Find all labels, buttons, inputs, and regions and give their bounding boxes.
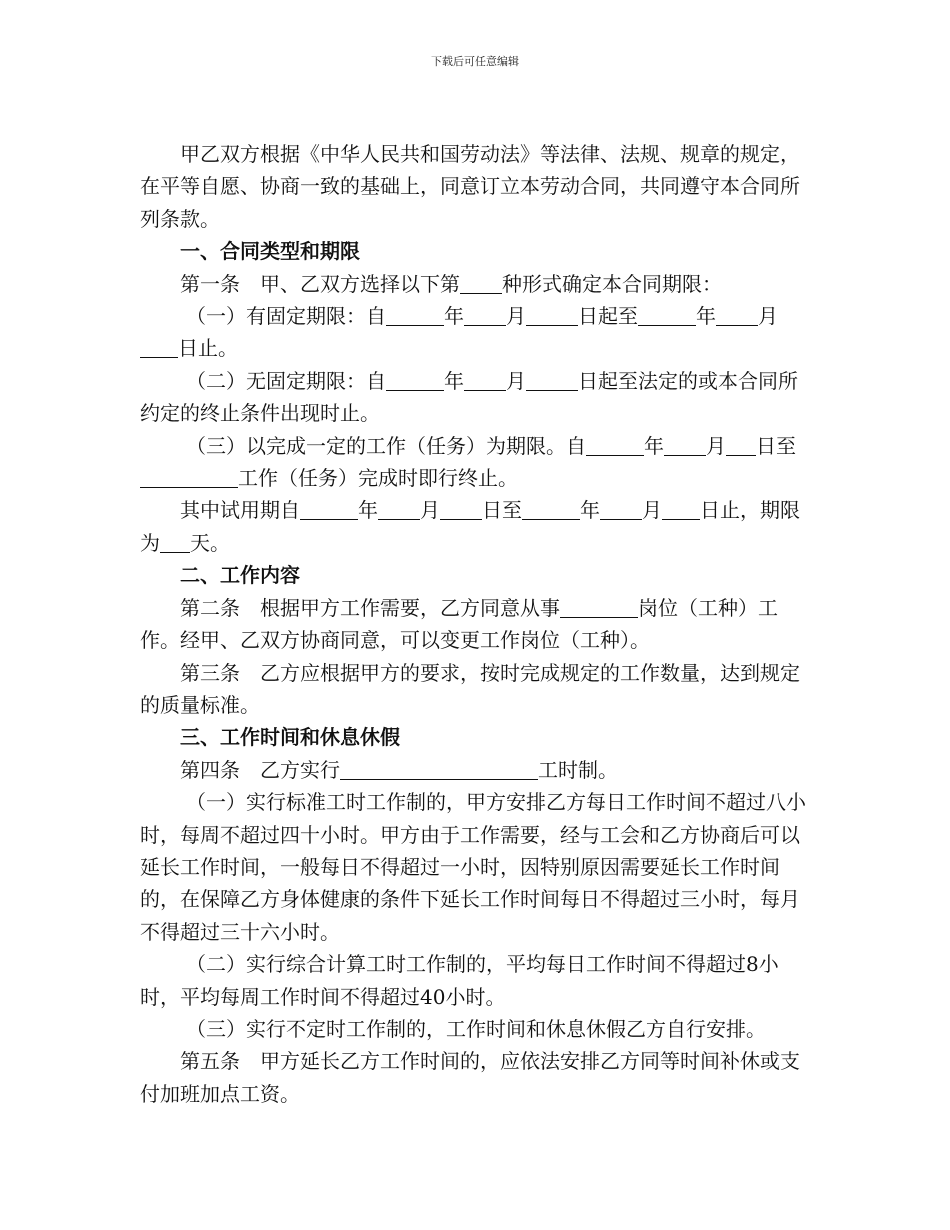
page-header: 下载后可任意编辑 [431,55,519,68]
blank-field [460,273,502,294]
blank-field [664,435,706,456]
contract-body [140,138,808,1110]
section-heading-contract-term: 一、合同类型和期限 [180,239,360,264]
clause-text: 月 [420,498,440,523]
clause-text: （二）无固定期限：自 [186,368,386,393]
clause-text: 年 [580,498,600,523]
blank-field [726,435,756,456]
clause-text: 年 [444,368,464,393]
blank-field [386,370,444,391]
blank-field [464,305,506,326]
clause-text: 月 [642,498,662,523]
clause-text: 日止，期限为 [140,498,800,555]
blank-field [300,499,358,520]
article-3: 第三条 乙方应根据甲方的要求，按时完成规定的工作数量，达到规定的质量标准。 [140,660,800,717]
article-5: 第五条 甲方延长乙方工作时间的，应依法安排乙方同等时间补休或支付加班加点工资。 [140,1049,800,1106]
article-2-text: 岗位（工种）工作。经甲、乙双方协商同意，可以变更工作岗位（工种）。 [140,595,778,653]
blank-field [662,499,700,520]
clause-text: 年 [644,433,664,458]
blank-field [522,499,580,520]
blank-field [560,597,638,618]
clause-text: 月 [506,368,526,393]
clause-text: 年 [696,304,716,329]
article-2 [140,592,808,657]
clause-text: 天。 [190,530,230,555]
clause-text: 日起至法定的或本合同所约定的终止条件出现时止。 [140,368,798,426]
clause-text: 年 [358,498,378,523]
clause-flexible-hours: （三）实行不定时工作制的，工作时间和休息休假乙方自行安排。 [186,1016,766,1041]
clause-text: 日止。 [178,336,238,361]
clause-text: 工作（任务）完成时即行终止。 [238,466,518,491]
article-1-text: 种形式确定本合同期限： [502,271,722,296]
clause-text: 日至 [482,498,522,523]
blank-field [586,435,644,456]
blank-field [160,532,190,553]
section-heading-job-content: 二、工作内容 [180,563,300,588]
clause-open-term [140,365,808,430]
clause-comprehensive-hours: （二）实行综合计算工时工作制的，平均每日工作时间不得超过8小时，平均每周工作时间不得超过40小时。 [140,952,779,1009]
clause-text: 月 [506,304,526,329]
clause-fixed-term [140,300,808,365]
blank-field [386,305,444,326]
blank-field [340,759,538,780]
article-4 [140,754,808,786]
blank-field [464,370,506,391]
blank-field [716,305,758,326]
blank-field [526,370,578,391]
blank-field [526,305,578,326]
clause-text: 日至 [756,433,796,458]
blank-field [638,305,696,326]
article-2-text: 第二条 根据甲方工作需要，乙方同意从事 [180,595,560,620]
clause-text: （一）有固定期限：自 [186,304,386,329]
clause-task-term [140,430,808,495]
clause-text: 年 [444,304,464,329]
clause-text: 日起至 [578,304,638,329]
article-1-text: 第一条 甲、乙双方选择以下第 [180,271,460,296]
clause-standard-hours: （一）实行标准工时工作制的，甲方安排乙方每日工作时间不超过八小时，每周不超过四十小时。甲方由于工作需要，经与工会和乙方协商后可以延长工作时间，一般每日不得超过一小时，因特别原因需要延长工作时间的，在保障乙方身体健康的条件下延长工作时间每日不得超过三小时，每月不得超过三十六小时。 [140,790,806,944]
blank-field [140,337,178,358]
article-1 [140,268,808,300]
article-4-text: 第四条 乙方实行 [180,757,340,782]
blank-field [600,499,642,520]
blank-field [140,467,238,488]
clause-text: 其中试用期自 [180,498,300,523]
clause-text: （三）以完成一定的工作（任务）为期限。自 [186,433,586,458]
blank-field [440,499,482,520]
clause-text: 月 [706,433,726,458]
clause-text: 月 [758,304,778,329]
section-heading-work-hours: 三、工作时间和休息休假 [180,725,400,750]
article-4-text: 工时制。 [538,757,618,782]
blank-field [378,499,420,520]
intro-paragraph: 甲乙双方根据《中华人民共和国劳动法》等法律、法规、规章的规定，在平等自愿、协商一致的基础上，同意订立本劳动合同，共同遵守本合同所列条款。 [140,142,800,231]
probation-clause [140,494,808,559]
